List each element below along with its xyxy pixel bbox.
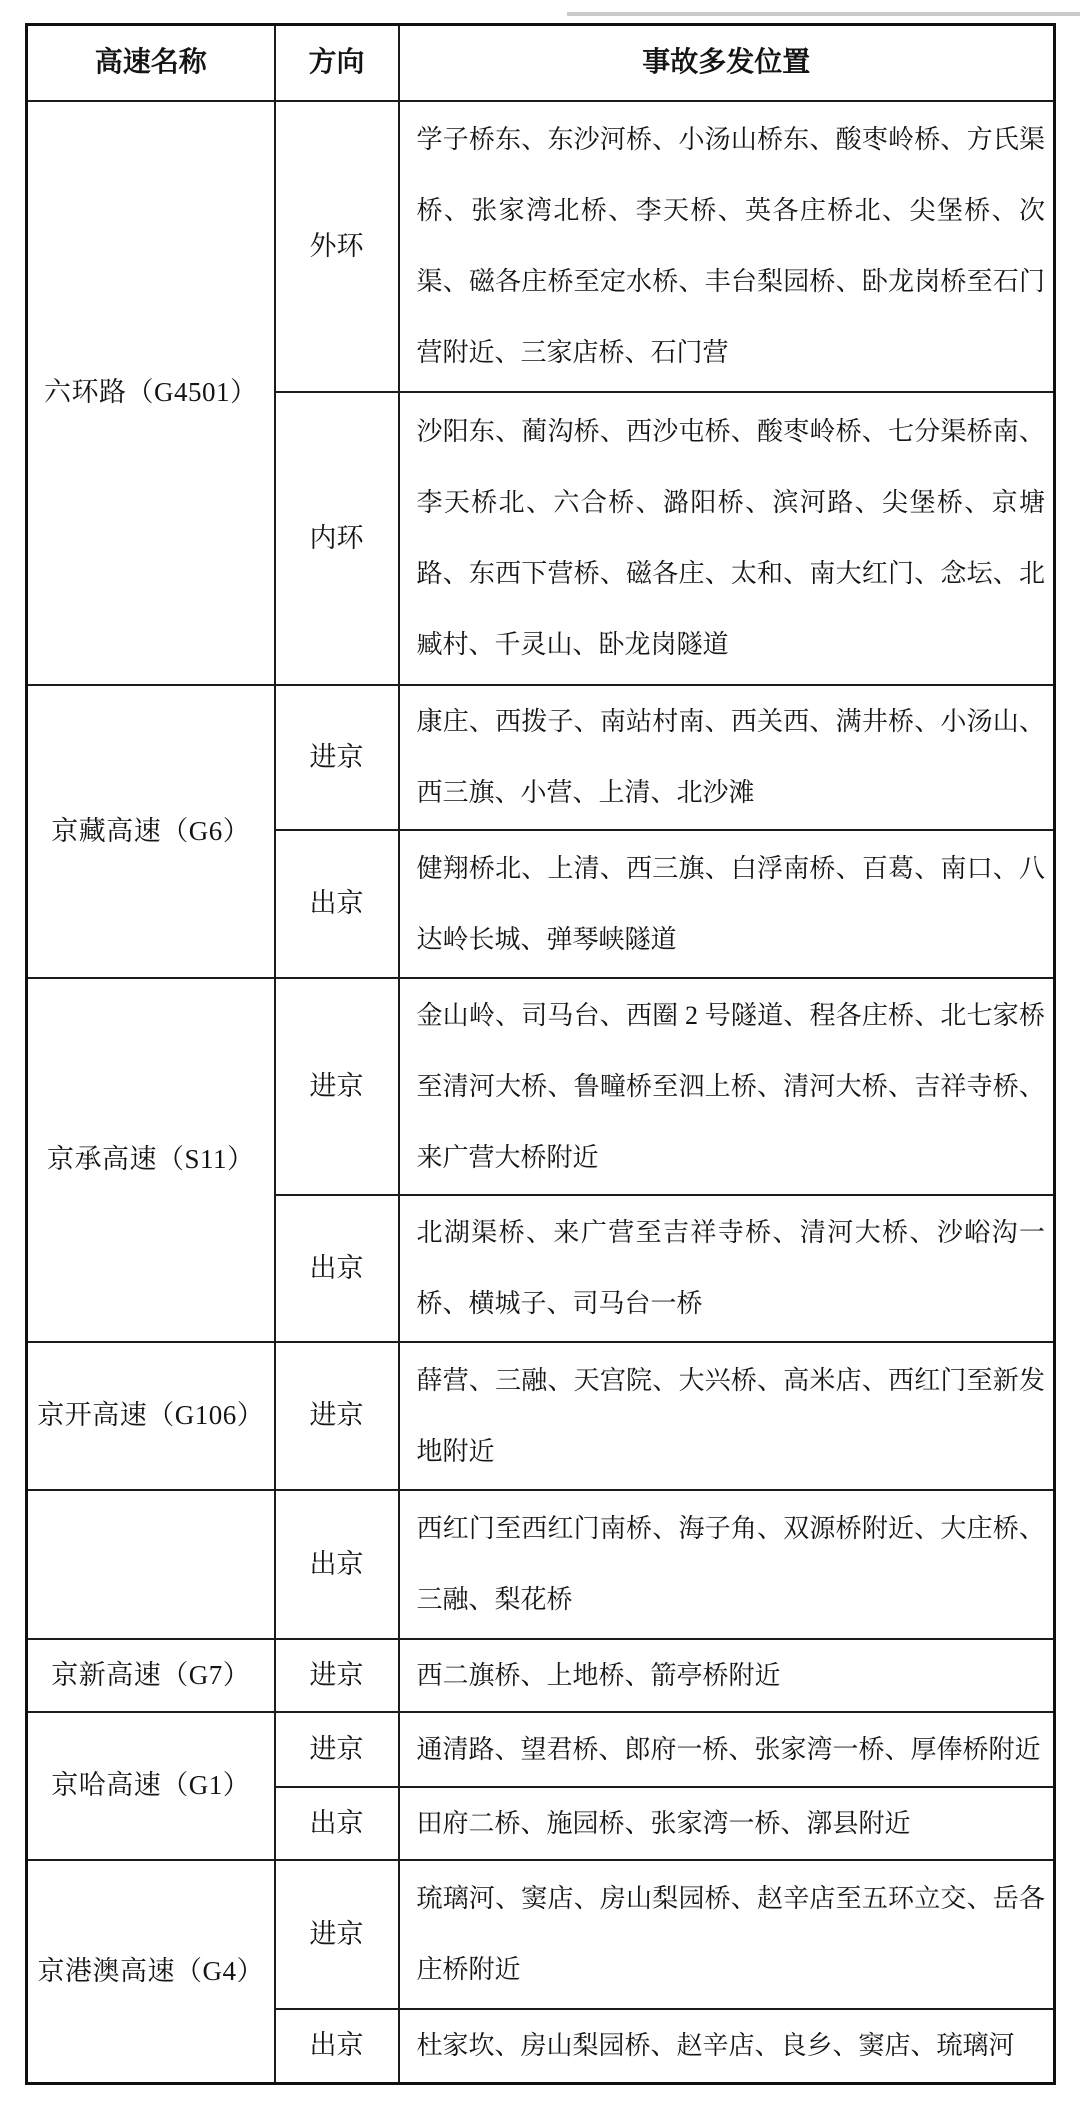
locations-cell: 北湖渠桥、来广营至吉祥寺桥、清河大桥、沙峪沟一桥、横城子、司马台一桥 xyxy=(399,1195,1055,1342)
highway-name-cell: 京承高速（S11） xyxy=(27,978,275,1342)
direction-cell: 内环 xyxy=(275,392,399,685)
highway-name-cell: 京开高速（G106） xyxy=(27,1342,275,1490)
locations-cell: 杜家坎、房山梨园桥、赵辛店、良乡、窦店、琉璃河 xyxy=(399,2009,1055,2084)
faint-top-rule xyxy=(567,12,1080,16)
direction-cell: 进京 xyxy=(275,1860,399,2009)
locations-cell: 琉璃河、窦店、房山梨园桥、赵辛店至五环立交、岳各庄桥附近 xyxy=(399,1860,1055,2009)
direction-cell: 出京 xyxy=(275,1195,399,1342)
direction-cell: 进京 xyxy=(275,978,399,1195)
locations-cell: 田府二桥、施园桥、张家湾一桥、漷县附近 xyxy=(399,1787,1055,1860)
locations-cell: 康庄、西拨子、南站村南、西关西、满井桥、小汤山、西三旗、小营、上清、北沙滩 xyxy=(399,685,1055,830)
highway-name-cell: 京哈高速（G1） xyxy=(27,1712,275,1860)
table-row xyxy=(27,978,1055,1195)
header-direction: 方向 xyxy=(275,25,399,101)
highway-name-cell: 京藏高速（G6） xyxy=(27,685,275,978)
direction-cell: 出京 xyxy=(275,830,399,978)
highway-name-cell: 京港澳高速（G4） xyxy=(27,1860,275,2084)
direction-cell: 进京 xyxy=(275,685,399,830)
header-accident-locations: 事故多发位置 xyxy=(399,25,1055,101)
highway-name-cell xyxy=(27,1490,275,1639)
accident-location-table xyxy=(25,23,1056,2085)
header-row xyxy=(27,25,1055,101)
table-row xyxy=(27,1490,1055,1639)
highway-name-cell: 六环路（G4501） xyxy=(27,101,275,685)
table-row xyxy=(27,1860,1055,2009)
direction-cell: 出京 xyxy=(275,1787,399,1860)
table-row xyxy=(27,101,1055,392)
direction-cell: 进京 xyxy=(275,1712,399,1787)
table-row xyxy=(27,1342,1055,1490)
locations-cell: 健翔桥北、上清、西三旗、白浮南桥、百葛、南口、八达岭长城、弹琴峡隧道 xyxy=(399,830,1055,978)
table-row xyxy=(27,1639,1055,1712)
highway-name-cell: 京新高速（G7） xyxy=(27,1639,275,1712)
direction-cell: 出京 xyxy=(275,1490,399,1639)
locations-cell: 薛营、三融、天宫院、大兴桥、高米店、西红门至新发地附近 xyxy=(399,1342,1055,1490)
locations-cell: 沙阳东、蔺沟桥、西沙屯桥、酸枣岭桥、七分渠桥南、李天桥北、六合桥、潞阳桥、滨河路、尖堡桥、京塘路、东西下营桥、磁各庄、太和、南大红门、念坛、北臧村、千灵山、卧龙岗隧道 xyxy=(399,392,1055,685)
direction-cell: 出京 xyxy=(275,2009,399,2084)
locations-cell: 西红门至西红门南桥、海子角、双源桥附近、大庄桥、三融、梨花桥 xyxy=(399,1490,1055,1639)
direction-cell: 进京 xyxy=(275,1342,399,1490)
table-row xyxy=(27,685,1055,830)
header-highway-name: 高速名称 xyxy=(27,25,275,101)
locations-cell: 西二旗桥、上地桥、箭亭桥附近 xyxy=(399,1639,1055,1712)
direction-cell: 外环 xyxy=(275,101,399,392)
locations-cell: 金山岭、司马台、西圈 2 号隧道、程各庄桥、北七家桥至清河大桥、鲁疃桥至泗上桥、清河大桥、吉祥寺桥、来广营大桥附近 xyxy=(399,978,1055,1195)
locations-cell: 通清路、望君桥、郎府一桥、张家湾一桥、厚俸桥附近 xyxy=(399,1712,1055,1787)
table-row xyxy=(27,1712,1055,1787)
locations-cell: 学子桥东、东沙河桥、小汤山桥东、酸枣岭桥、方氏渠桥、张家湾北桥、李天桥、英各庄桥北、尖堡桥、次渠、磁各庄桥至定水桥、丰台梨园桥、卧龙岗桥至石门营附近、三家店桥、石门营 xyxy=(399,101,1055,392)
direction-cell: 进京 xyxy=(275,1639,399,1712)
